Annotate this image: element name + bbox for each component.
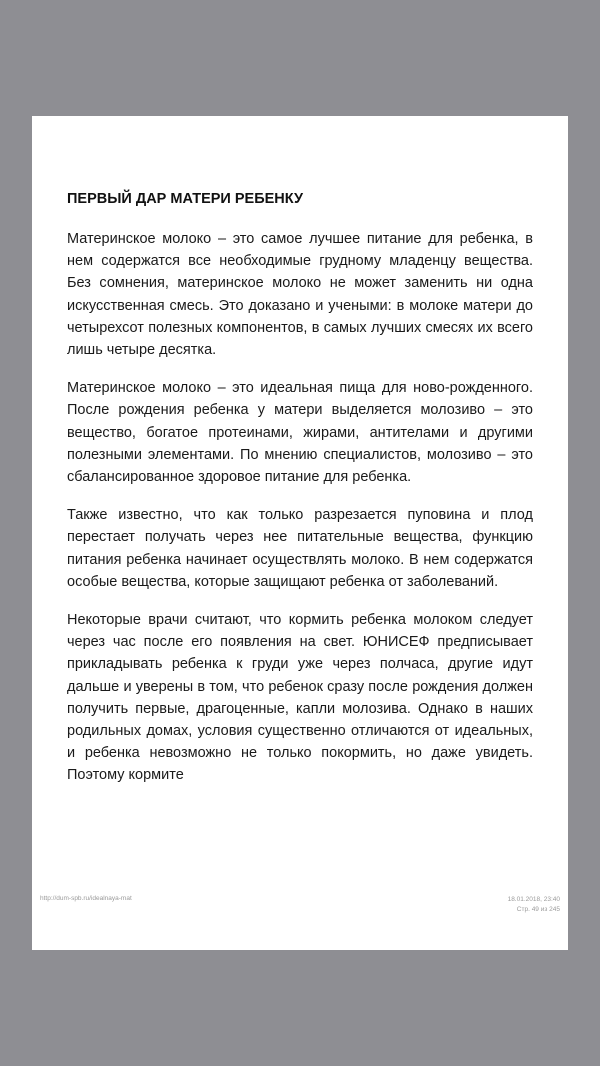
paragraph-1: Материнское молоко – это самое лучшее питание для ребенка, в нем содержатся все необходимые грудному младенцу вещества. Без сомнения, материнское молоко не может заменить ни одна искусственная смесь. Это доказано и учеными: в молоке матери до четырехсот полезных компонентов, в самых лучших смесях их всего лишь четыре десятка. (67, 231, 533, 359)
paragraph-3: Также известно, что как только разрезается пуповина и плод перестает получать через нее питательные вещества, функцию питания ребенка начинает осуществлять молоко. В нем содержатся особые вещества, которые защищают ребенка от заболеваний. (67, 507, 533, 590)
footer-url: http://dum-spb.ru/idealnaya-mat (40, 895, 132, 902)
paragraph-2: Материнское молоко – это идеальная пища для ново-рожденного. После рождения ребенка у матери выделяется молозиво – это вещество, богатое протеинами, жирами, антителами и другими полезными элементами. По мнению специалистов, молозиво – это сбалансированное здоровое питание для ребенка. (67, 380, 533, 486)
document-content (67, 188, 533, 803)
footer-page-info: Стр. 49 из 245 (516, 906, 560, 913)
paragraph-4: Некоторые врачи считают, что кормить ребенка молоком следует через час после его появления на свет. ЮНИСЕФ предписывает прикладывать ребенка к груди уже через полчаса, другие идут дальше и уверены в том, что ребенок сразу после рождения должен получить первые, драгоценные, капли молозива. Однако в наших родильных домах, условия существенно отличаются от идеальных, и ребенка невозможно не только покормить, но даже увидеть. Поэтому кормите (67, 612, 533, 784)
document-title: ПЕРВЫЙ ДАР МАТЕРИ РЕБЕНКУ (67, 191, 304, 207)
document-page (32, 116, 568, 950)
footer-meta (508, 895, 560, 915)
footer-datetime: 18.01.2018, 23:40 (507, 896, 560, 903)
